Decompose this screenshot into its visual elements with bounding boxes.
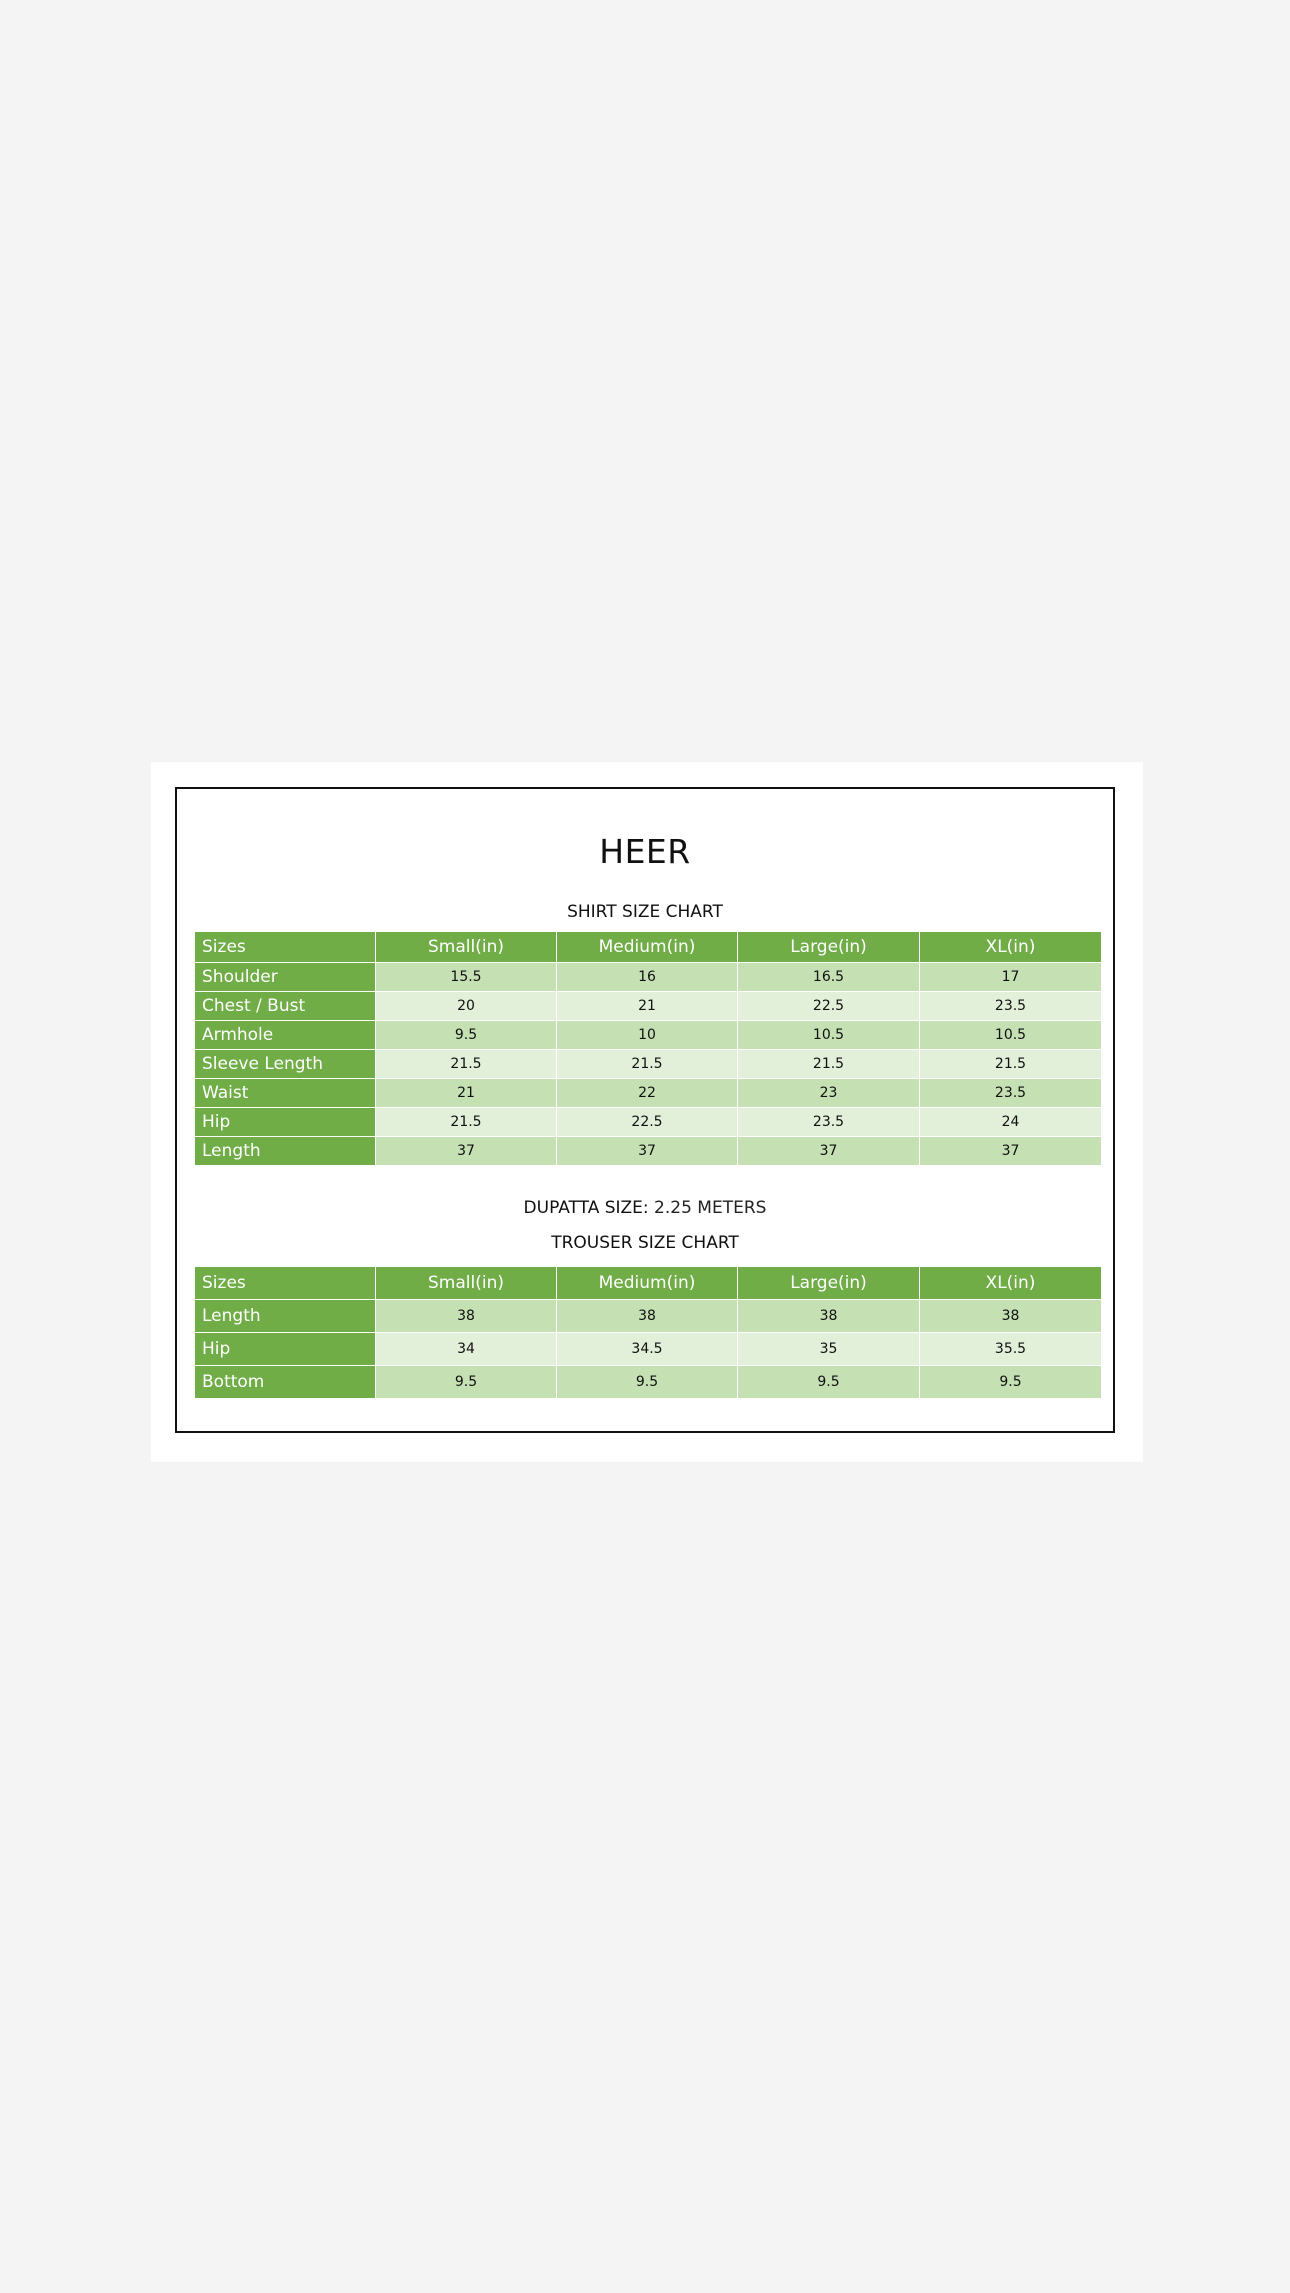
- table-cell: 21.5: [376, 1050, 557, 1079]
- table-cell: 9.5: [376, 1021, 557, 1050]
- table-row: [195, 1108, 1102, 1137]
- row-label: Hip: [195, 1108, 376, 1137]
- table-cell: 35.5: [920, 1333, 1102, 1366]
- table-cell: 38: [376, 1300, 557, 1333]
- table-cell: 9.5: [376, 1366, 557, 1399]
- table-cell: 35: [738, 1333, 920, 1366]
- table-row: [195, 992, 1102, 1021]
- column-header: Medium(in): [557, 932, 738, 963]
- table-cell: 21.5: [920, 1050, 1102, 1079]
- table-cell: 21.5: [557, 1050, 738, 1079]
- column-header: Large(in): [738, 1267, 920, 1300]
- table-cell: 22: [557, 1079, 738, 1108]
- table-row: [195, 1366, 1102, 1399]
- table-cell: 9.5: [738, 1366, 920, 1399]
- trouser-size-table: [194, 1266, 1102, 1399]
- table-cell: 15.5: [376, 963, 557, 992]
- table-cell: 38: [738, 1300, 920, 1333]
- table-cell: 17: [920, 963, 1102, 992]
- row-label: Length: [195, 1137, 376, 1166]
- table-cell: 34: [376, 1333, 557, 1366]
- column-header: Small(in): [376, 1267, 557, 1300]
- column-header: Large(in): [738, 932, 920, 963]
- column-header: Small(in): [376, 932, 557, 963]
- table-cell: 9.5: [920, 1366, 1102, 1399]
- table-header-row: [195, 1267, 1102, 1300]
- table-row: [195, 1079, 1102, 1108]
- table-cell: 23.5: [738, 1108, 920, 1137]
- table-cell: 23: [738, 1079, 920, 1108]
- table-header-row: [195, 932, 1102, 963]
- table-cell: 37: [557, 1137, 738, 1166]
- table-cell: 34.5: [557, 1333, 738, 1366]
- row-label: Waist: [195, 1079, 376, 1108]
- size-chart-frame: [175, 787, 1115, 1433]
- column-header: XL(in): [920, 1267, 1102, 1300]
- table-cell: 37: [738, 1137, 920, 1166]
- table-cell: 21.5: [376, 1108, 557, 1137]
- column-header: XL(in): [920, 932, 1102, 963]
- table-cell: 23.5: [920, 1079, 1102, 1108]
- row-label: Armhole: [195, 1021, 376, 1050]
- table-cell: 24: [920, 1108, 1102, 1137]
- table-row: [195, 1300, 1102, 1333]
- trouser-size-chart-title: TROUSER SIZE CHART: [551, 1233, 739, 1253]
- brand-title: HEER: [599, 832, 691, 871]
- table-row: [195, 1137, 1102, 1166]
- table-cell: 38: [557, 1300, 738, 1333]
- row-label: Hip: [195, 1333, 376, 1366]
- dupatta-size-value: 2.25 METERS: [654, 1198, 767, 1218]
- table-cell: 37: [376, 1137, 557, 1166]
- table-cell: 38: [920, 1300, 1102, 1333]
- column-header: Medium(in): [557, 1267, 738, 1300]
- shirt-size-chart-title: SHIRT SIZE CHART: [567, 902, 723, 922]
- table-cell: 37: [920, 1137, 1102, 1166]
- table-cell: 10.5: [738, 1021, 920, 1050]
- table-cell: 20: [376, 992, 557, 1021]
- table-cell: 21: [557, 992, 738, 1021]
- dupatta-size-label: DUPATTA SIZE:: [523, 1198, 649, 1218]
- table-row: [195, 1050, 1102, 1079]
- table-row: [195, 1021, 1102, 1050]
- row-label: Length: [195, 1300, 376, 1333]
- table-cell: 16.5: [738, 963, 920, 992]
- row-label: Shoulder: [195, 963, 376, 992]
- column-header: Sizes: [195, 932, 376, 963]
- size-chart-card: [151, 762, 1143, 1462]
- table-cell: 22.5: [557, 1108, 738, 1137]
- table-cell: 16: [557, 963, 738, 992]
- table-cell: 10.5: [920, 1021, 1102, 1050]
- table-cell: 23.5: [920, 992, 1102, 1021]
- table-cell: 10: [557, 1021, 738, 1050]
- dupatta-size-line: [177, 1197, 1113, 1219]
- table-cell: 21.5: [738, 1050, 920, 1079]
- row-label: Chest / Bust: [195, 992, 376, 1021]
- table-cell: 9.5: [557, 1366, 738, 1399]
- table-row: [195, 1333, 1102, 1366]
- table-cell: 22.5: [738, 992, 920, 1021]
- row-label: Bottom: [195, 1366, 376, 1399]
- shirt-size-table: [194, 931, 1102, 1166]
- table-cell: 21: [376, 1079, 557, 1108]
- row-label: Sleeve Length: [195, 1050, 376, 1079]
- table-row: [195, 963, 1102, 992]
- column-header: Sizes: [195, 1267, 376, 1300]
